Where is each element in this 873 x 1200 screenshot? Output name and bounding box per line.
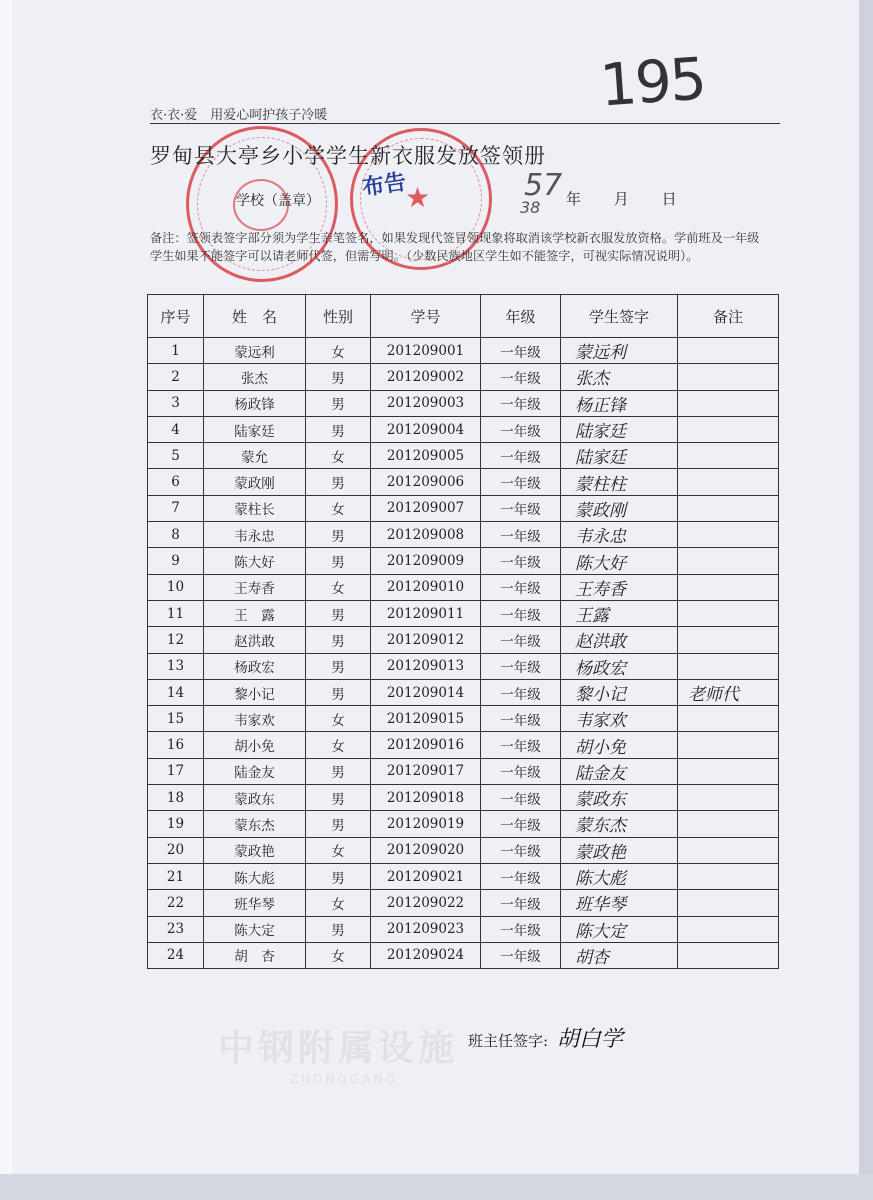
cell-signature: 韦永忠: [561, 522, 678, 548]
cell-remark: [678, 890, 779, 916]
cell-signature: 蒙政刚: [561, 495, 678, 521]
table-row: [148, 811, 779, 837]
cell-number: 1: [148, 338, 204, 364]
table-row: [148, 706, 779, 732]
cell-name: 杨政锋: [204, 390, 306, 416]
cell-number: 7: [148, 495, 204, 521]
cell-number: 11: [148, 600, 204, 626]
cell-grade: 一年级: [481, 706, 561, 732]
cell-name: 张杰: [204, 364, 306, 390]
cell-grade: 一年级: [481, 390, 561, 416]
cell-number: 23: [148, 916, 204, 942]
cell-grade: 一年级: [481, 364, 561, 390]
column-header-name: 姓 名: [204, 295, 306, 338]
cell-grade: 一年级: [481, 679, 561, 705]
cell-signature: 黎小记: [561, 679, 678, 705]
cell-number: 24: [148, 942, 204, 968]
cell-number: 9: [148, 548, 204, 574]
cell-number: 20: [148, 837, 204, 863]
cell-number: 2: [148, 364, 204, 390]
document-title: 罗甸县大亭乡小学学生新衣服发放签领册: [150, 144, 546, 168]
cell-remark: [678, 706, 779, 732]
cell-remark: [678, 653, 779, 679]
cell-student-id: 201209021: [371, 863, 481, 889]
cell-remark: [678, 548, 779, 574]
cell-grade: 一年级: [481, 469, 561, 495]
cell-number: 16: [148, 732, 204, 758]
table-row: [148, 522, 779, 548]
date-fields: [566, 188, 705, 209]
cell-signature: 蒙政艳: [561, 837, 678, 863]
cell-student-id: 201209023: [371, 916, 481, 942]
cell-name: 蒙东杰: [204, 811, 306, 837]
table-row: [148, 548, 779, 574]
cell-remark: [678, 732, 779, 758]
cell-grade: 一年级: [481, 811, 561, 837]
column-header-grade: 年级: [481, 295, 561, 338]
table-row: [148, 574, 779, 600]
cell-number: 15: [148, 706, 204, 732]
cell-number: 4: [148, 416, 204, 442]
cell-grade: 一年级: [481, 942, 561, 968]
cell-remark: [678, 600, 779, 626]
teacher-signature-label: 班主任签字:: [468, 1032, 549, 1050]
seal-star-icon: ★: [405, 181, 431, 214]
cell-signature: 胡小免: [561, 732, 678, 758]
cell-number: 21: [148, 863, 204, 889]
date-month-label: 月: [613, 190, 629, 208]
cell-remark: [678, 916, 779, 942]
cell-number: 8: [148, 522, 204, 548]
cell-student-id: 201209022: [371, 890, 481, 916]
cell-remark: [678, 627, 779, 653]
cell-gender: 男: [306, 916, 371, 942]
cell-grade: 一年级: [481, 443, 561, 469]
cell-grade: 一年级: [481, 416, 561, 442]
cell-name: 黎小记: [204, 679, 306, 705]
cell-signature: 陆金友: [561, 758, 678, 784]
cell-grade: 一年级: [481, 758, 561, 784]
cell-remark: [678, 811, 779, 837]
cell-student-id: 201209001: [371, 338, 481, 364]
table-row: [148, 837, 779, 863]
cell-name: 蒙允: [204, 443, 306, 469]
handwritten-date: 57: [524, 168, 563, 203]
cell-remark: [678, 758, 779, 784]
cell-gender: 男: [306, 679, 371, 705]
cell-name: 陈大彪: [204, 863, 306, 889]
cell-student-id: 201209009: [371, 548, 481, 574]
stamp-overlay-text: 布告: [360, 170, 408, 201]
cell-student-id: 201209015: [371, 706, 481, 732]
cell-name: 胡 杏: [204, 942, 306, 968]
cell-grade: 一年级: [481, 627, 561, 653]
cell-grade: 一年级: [481, 785, 561, 811]
header-rule: [150, 123, 780, 124]
cell-number: 18: [148, 785, 204, 811]
cell-student-id: 201209004: [371, 416, 481, 442]
cell-name: 蒙政艳: [204, 837, 306, 863]
table-row: [148, 600, 779, 626]
cell-gender: 男: [306, 390, 371, 416]
cell-name: 蒙政刚: [204, 469, 306, 495]
table-row: [148, 890, 779, 916]
cell-gender: 男: [306, 469, 371, 495]
scan-border-left: [0, 0, 12, 1200]
cell-student-id: 201209017: [371, 758, 481, 784]
cell-student-id: 201209014: [371, 679, 481, 705]
cell-gender: 女: [306, 495, 371, 521]
scan-border-right: [859, 0, 873, 1200]
cell-gender: 男: [306, 416, 371, 442]
cell-student-id: 201209011: [371, 600, 481, 626]
cell-name: 王 露: [204, 600, 306, 626]
cell-number: 5: [148, 443, 204, 469]
cell-student-id: 201209006: [371, 469, 481, 495]
cell-grade: 一年级: [481, 916, 561, 942]
cell-number: 14: [148, 679, 204, 705]
cell-remark: [678, 942, 779, 968]
cell-signature: 蒙远利: [561, 338, 678, 364]
table-row: [148, 364, 779, 390]
cell-grade: 一年级: [481, 837, 561, 863]
table-header-row: [148, 295, 779, 338]
cell-gender: 女: [306, 706, 371, 732]
cell-gender: 男: [306, 364, 371, 390]
signature-register-table: [147, 294, 779, 969]
cell-remark: [678, 495, 779, 521]
cell-remark: [678, 522, 779, 548]
cell-student-id: 201209019: [371, 811, 481, 837]
cell-student-id: 201209002: [371, 364, 481, 390]
cell-signature: 陈大定: [561, 916, 678, 942]
cell-gender: 女: [306, 574, 371, 600]
cell-student-id: 201209020: [371, 837, 481, 863]
cell-number: 22: [148, 890, 204, 916]
table-row: [148, 469, 779, 495]
cell-signature: 陈大好: [561, 548, 678, 574]
cell-student-id: 201209010: [371, 574, 481, 600]
cell-gender: 男: [306, 627, 371, 653]
table-row: [148, 390, 779, 416]
cell-remark: [678, 338, 779, 364]
table-row: [148, 758, 779, 784]
handwritten-date-small: 38: [520, 198, 541, 217]
table-row: [148, 338, 779, 364]
table-row: [148, 653, 779, 679]
cell-signature: 蒙柱柱: [561, 469, 678, 495]
date-day-label: 日: [661, 190, 677, 208]
cell-gender: 男: [306, 863, 371, 889]
cell-remark: [678, 837, 779, 863]
table-row: [148, 679, 779, 705]
date-year-label: 年: [566, 190, 582, 208]
cell-grade: 一年级: [481, 653, 561, 679]
cell-student-id: 201209018: [371, 785, 481, 811]
cell-name: 杨政宏: [204, 653, 306, 679]
cell-name: 韦永忠: [204, 522, 306, 548]
cell-signature: 韦家欢: [561, 706, 678, 732]
cell-signature: 蒙东杰: [561, 811, 678, 837]
cell-gender: 男: [306, 785, 371, 811]
cell-grade: 一年级: [481, 863, 561, 889]
column-header-gender: 性别: [306, 295, 371, 338]
cell-grade: 一年级: [481, 495, 561, 521]
cell-grade: 一年级: [481, 522, 561, 548]
cell-gender: 女: [306, 942, 371, 968]
cell-student-id: 201209003: [371, 390, 481, 416]
cell-gender: 男: [306, 811, 371, 837]
cell-number: 19: [148, 811, 204, 837]
column-header-student-id: 学号: [371, 295, 481, 338]
cell-gender: 男: [306, 600, 371, 626]
cell-remark: [678, 785, 779, 811]
cell-number: 13: [148, 653, 204, 679]
cell-number: 12: [148, 627, 204, 653]
cell-remark: 老师代: [678, 679, 779, 705]
cell-name: 蒙政东: [204, 785, 306, 811]
cell-name: 蒙远利: [204, 338, 306, 364]
cell-grade: 一年级: [481, 732, 561, 758]
table-row: [148, 443, 779, 469]
cell-signature: 胡杏: [561, 942, 678, 968]
column-header-remark: 备注: [678, 295, 779, 338]
cell-signature: 陈大彪: [561, 863, 678, 889]
cell-grade: 一年级: [481, 600, 561, 626]
cell-signature: 蒙政东: [561, 785, 678, 811]
cell-student-id: 201209008: [371, 522, 481, 548]
cell-number: 6: [148, 469, 204, 495]
table-row: [148, 916, 779, 942]
cell-name: 蒙柱长: [204, 495, 306, 521]
cell-name: 陈大好: [204, 548, 306, 574]
cell-gender: 女: [306, 443, 371, 469]
cell-signature: 陆家廷: [561, 416, 678, 442]
cell-name: 班华琴: [204, 890, 306, 916]
cell-grade: 一年级: [481, 890, 561, 916]
cell-signature: 赵洪敢: [561, 627, 678, 653]
cell-gender: 男: [306, 548, 371, 574]
cell-student-id: 201209012: [371, 627, 481, 653]
column-header-signature: 学生签字: [561, 295, 678, 338]
cell-gender: 男: [306, 653, 371, 679]
cell-student-id: 201209005: [371, 443, 481, 469]
handwritten-page-number: 195: [597, 44, 707, 120]
note-text: 备注：签领表签字部分须为学生亲笔签名，如果发现代签冒领现象将取消该学校新衣服发放资格。学前班及一年级学生如果不能签字可以请老师代签，但需写明。（少数民族地区学生如不能签字，可视实际情况说明）。: [150, 231, 760, 263]
column-header-number: 序号: [148, 295, 204, 338]
watermark-subtitle: ZHONGGANG: [290, 1072, 398, 1086]
cell-student-id: 201209024: [371, 942, 481, 968]
cell-remark: [678, 443, 779, 469]
cell-number: 3: [148, 390, 204, 416]
cell-remark: [678, 416, 779, 442]
cell-grade: 一年级: [481, 574, 561, 600]
table-row: [148, 732, 779, 758]
teacher-signature-value: 胡白学: [556, 1027, 623, 1052]
cell-gender: 女: [306, 890, 371, 916]
cell-signature: 张杰: [561, 364, 678, 390]
cell-remark: [678, 364, 779, 390]
cell-remark: [678, 469, 779, 495]
cell-number: 17: [148, 758, 204, 784]
teacher-signature: [468, 1022, 623, 1053]
cell-gender: 男: [306, 522, 371, 548]
cell-signature: 王露: [561, 600, 678, 626]
cell-signature: 班华琴: [561, 890, 678, 916]
cell-gender: 女: [306, 837, 371, 863]
cell-student-id: 201209016: [371, 732, 481, 758]
cell-number: 10: [148, 574, 204, 600]
cell-remark: [678, 574, 779, 600]
cell-remark: [678, 390, 779, 416]
cell-student-id: 201209013: [371, 653, 481, 679]
scan-border-bottom: [0, 1174, 873, 1200]
cell-name: 陈大定: [204, 916, 306, 942]
cell-remark: [678, 863, 779, 889]
cell-grade: 一年级: [481, 338, 561, 364]
cell-grade: 一年级: [481, 548, 561, 574]
cell-name: 王寿香: [204, 574, 306, 600]
cell-signature: 陆家廷: [561, 443, 678, 469]
table-row: [148, 495, 779, 521]
table-row: [148, 942, 779, 968]
cell-name: 陆家廷: [204, 416, 306, 442]
cell-name: 胡小免: [204, 732, 306, 758]
cell-signature: 杨政宏: [561, 653, 678, 679]
table-row: [148, 627, 779, 653]
cell-gender: 男: [306, 758, 371, 784]
school-seal-label: 学校（盖章）: [236, 193, 320, 209]
table-row: [148, 416, 779, 442]
cell-signature: 王寿香: [561, 574, 678, 600]
cell-gender: 女: [306, 732, 371, 758]
cell-student-id: 201209007: [371, 495, 481, 521]
cell-name: 陆金友: [204, 758, 306, 784]
cell-name: 韦家欢: [204, 706, 306, 732]
table-row: [148, 863, 779, 889]
cell-name: 赵洪敢: [204, 627, 306, 653]
cell-gender: 女: [306, 338, 371, 364]
watermark: 中钢附属设施: [218, 1028, 459, 1069]
table-row: [148, 785, 779, 811]
slogan: 衣·衣·爱 用爱心呵护孩子冷暖: [150, 108, 328, 123]
cell-signature: 杨正锋: [561, 390, 678, 416]
